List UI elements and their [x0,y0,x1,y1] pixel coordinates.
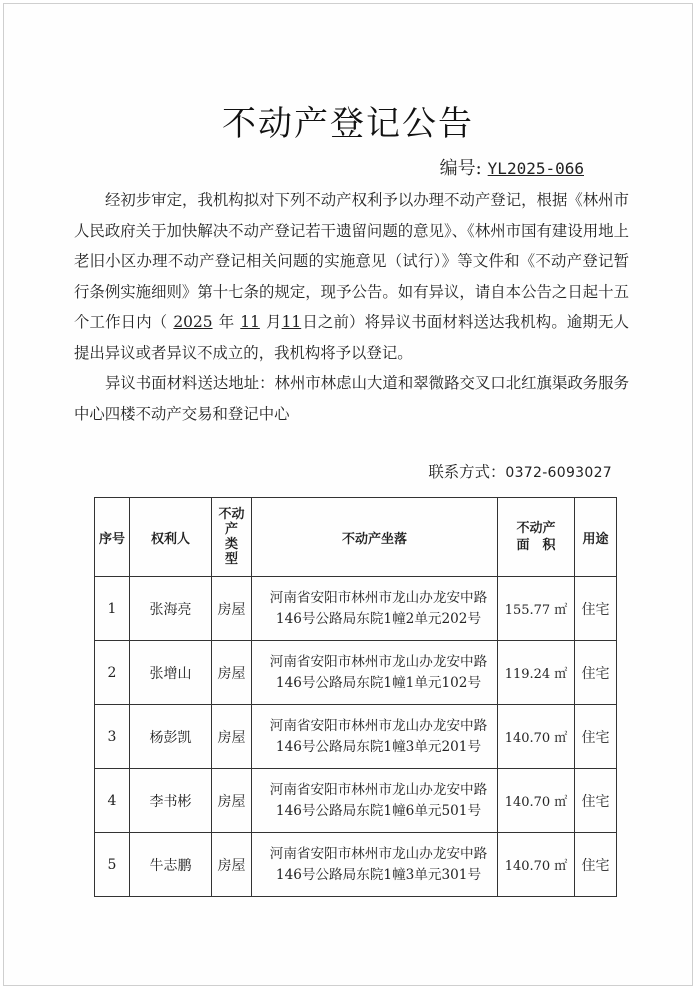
cell-no: 4 [95,769,130,833]
header-area: 不动产 面 积 [498,498,575,577]
cell-location: 河南省安阳市林州市龙山办龙安中路146号公路局东院1幢3单元301号 [252,833,498,897]
contact-info [428,460,612,482]
header-owner: 权利人 [130,498,212,577]
cell-area: 119.24 ㎡ [498,641,575,705]
cell-owner: 李书彬 [130,769,212,833]
document-number-label: 编号: [439,158,482,179]
announcement-page [3,3,693,986]
cell-use: 住宅 [575,641,617,705]
objection-text-intro: 经初步审定，我机构拟对下列不动产权利予以办理不动产登记，根据《林州市人民政府关于加快解决不动产登记若干遗留问题的意见》、《林州市国有建设用地上老旧小区办理不动产登记相关问题的实施意见（试行）》等文件和《不动产登记暂行条例实施细则》第十七条的规定，现予公告。如有异议，请自本公告之日起十五个工作日内（ [74,191,629,331]
deadline-month: 11 [240,313,260,331]
deadline-year: 2025 [173,313,213,331]
header-location: 不动产坐落 [252,498,498,577]
cell-location: 河南省安阳市林州市龙山办龙安中路146号公路局东院1幢3单元201号 [252,705,498,769]
cell-area: 140.70 ㎡ [498,705,575,769]
cell-area: 140.70 ㎡ [498,769,575,833]
registration-table [94,497,617,897]
address-paragraph: 异议书面材料送达地址：林州市林虑山大道和翠微路交叉口北红旗渠政务服务中心四楼不动产交易和登记中心 [74,374,629,423]
table-row [95,641,617,705]
table-row [95,833,617,897]
deadline-month-unit: 月 [265,313,282,331]
deadline-year-unit: 年 [218,313,235,331]
cell-type: 房屋 [212,705,252,769]
cell-use: 住宅 [575,705,617,769]
table-row [95,769,617,833]
cell-location: 河南省安阳市林州市龙山办龙安中路146号公路局东院1幢1单元102号 [252,641,498,705]
objection-paragraph [74,185,629,368]
table-row [95,705,617,769]
table-header-row [95,498,617,577]
contact-phone: 0372-6093027 [505,465,612,481]
cell-no: 3 [95,705,130,769]
cell-type: 房屋 [212,769,252,833]
objection-text-end: 日之前）将异议书面材料送达我机构。逾期无人提出异议或者异议不成立的，我机构将予以登记。 [74,313,629,362]
cell-type: 房屋 [212,577,252,641]
cell-no: 1 [95,577,130,641]
cell-type: 房屋 [212,833,252,897]
cell-owner: 张海亮 [130,577,212,641]
cell-type: 房屋 [212,641,252,705]
table-row [95,577,617,641]
contact-label: 联系方式： [428,463,506,481]
header-use: 用途 [575,498,617,577]
cell-no: 5 [95,833,130,897]
cell-area: 155.77 ㎡ [498,577,575,641]
announcement-body [74,185,629,429]
cell-owner: 牛志鹏 [130,833,212,897]
header-no: 序号 [95,498,130,577]
cell-no: 2 [95,641,130,705]
cell-owner: 杨彭凯 [130,705,212,769]
cell-location: 河南省安阳市林州市龙山办龙安中路146号公路局东院1幢2单元202号 [252,577,498,641]
cell-location: 河南省安阳市林州市龙山办龙安中路146号公路局东院1幢6单元501号 [252,769,498,833]
document-number [440,154,584,180]
deadline-day: 11 [281,313,302,331]
cell-use: 住宅 [575,769,617,833]
cell-use: 住宅 [575,577,617,641]
header-type: 不动 产 类 型 [212,498,252,577]
document-number-value: YL2025-066 [487,159,584,178]
cell-area: 140.70 ㎡ [498,833,575,897]
page-title: 不动产登记公告 [222,104,474,144]
cell-owner: 张增山 [130,641,212,705]
cell-use: 住宅 [575,833,617,897]
